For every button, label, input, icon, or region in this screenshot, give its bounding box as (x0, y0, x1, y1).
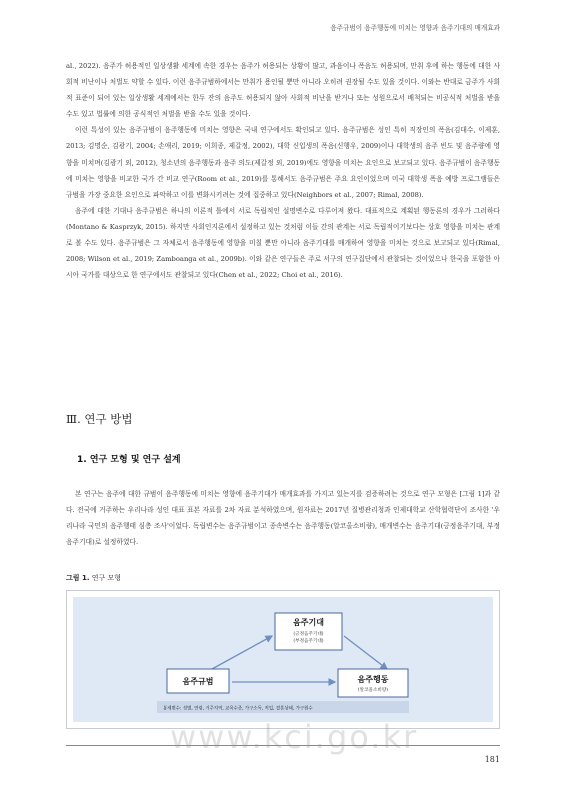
paragraph-3: 음주에 대한 기대나 음주규범은 하나의 이론적 틀에서 서로 독립적인 설명변수로 다루어져 왔다. 대표적으로 계획된 행동론의 경우가 그러하다(Montano & Kasprzyk, 2015). 하지만 사회인지론에서 설정하고 있는 것처럼 이들 간의 관계는 서로 독립적이기보다는 상호 영향을 미치는 관계로 볼 수도 있다. 음주규범은 그 자체로서 음주행동에 영향을 미칠 뿐만 아니라 음주기대를 매개하여 영향을 미치는 것으로 보고되고 있다(Rimal, 2008; Wilson et al., 2019; Zamboanga et al., 2009b). 이와 같은 연구들은 주로 서구의 연구집단에서 관찰되는 것이었으나 한국을 포함한 아시아 국가를 대상으로 한 연구에서도 관찰되고 있다(Chen et al., 2022; Choi et al., 2016). (66, 206, 500, 280)
page-number: 181 (484, 755, 500, 764)
research-model-diagram (67, 591, 499, 728)
mediator-sub2: (부정음주기대) (293, 639, 324, 644)
footer-rule (66, 745, 500, 746)
paragraph-1: al., 2022). 음주가 허용적인 일상생활 세계에 속한 경우는 음주가 허용되는 상황이 많고, 과음이나 폭음도 허용되며, 만취 후에 하는 행동에 대한 사회적 비난이나 처벌도 약할 수 있다. 이런 음주규범하에서는 만취가 용인될 뿐만 아니라 오히려 권장될 수도 있을 것이다. 이와는 반대로 금주가 사회적 표준이 되어 있는 일상생활 세계에서는 한두 잔의 음주도 허용되지 않아 사회적 비난을 받거나 또는 성원으로서 배척되는 비공식적 처벌을 받을 수도 있고 법률에 의한 공식적인 처벌을 받을 수도 있을 것이다. (66, 62, 500, 119)
dependent-sub1: (알코올소비량) (357, 688, 389, 693)
mediator-sub1: (긍정음주기대) (293, 632, 324, 637)
figure-caption-label: 그림 1. (66, 574, 90, 582)
method-text (66, 486, 500, 550)
running-head: 음주규범이 음주행동에 미치는 영향과 음주기대의 매개효과 (330, 24, 500, 32)
controls-text: 통제변수: 성별, 연령, 거주지역, 교육수준, 가구소득, 직업, 결혼상태, 가구원수 (163, 706, 313, 712)
method-paragraph: 본 연구는 음주에 대한 규범이 음주행동에 미치는 영향에 음주기대가 매개효과를 가지고 있는지를 검증하려는 것으로 연구 모형은 [그림 1]과 같다. 전국에 거주하는 우리나라 성인 대표 표본 자료를 2차 자료 분석하였으며, 원자료는 2017년 질병관리청과 인제대학교 산학협력단이 조사한 '우리나라 국민의 음주행태 심층 조사'이었다. 독립변수는 음주규범이고 종속변수는 음주행동(알코올소비량), 매개변수는 음주기대(긍정음주기대, 부정음주기대)로 설정하였다. (66, 490, 500, 547)
mediator-title: 음주기대 (293, 618, 324, 627)
independent-title: 음주규범 (182, 677, 214, 686)
figure-caption-text: 연구 모형 (91, 574, 122, 582)
watermark: www.kci.go.kr (170, 718, 419, 756)
body-text (66, 58, 500, 283)
dependent-title: 음주행동 (357, 675, 389, 684)
figure-frame (66, 590, 500, 729)
sub-heading: 1. 연구 모형 및 연구 설계 (77, 455, 181, 465)
figure-caption (66, 573, 121, 583)
paragraph-2: 이런 특성이 있는 음주규범이 음주행동에 미치는 영향은 국내 연구에서도 확인되고 있다. 음주규범은 성인 특히 직장인의 폭음(김대수, 이제훈, 2013; 김명순, 김광기, 2004; 손애리, 2019; 이희종, 제갈정, 2002), 대학 신입생의 폭음(신행우, 2009)이나 대학생의 음주 빈도 및 음주량에 영향을 미치며(김광기 외, 2012), 청소년의 음주행동과 음주 의도(제갈정 외, 2019)에도 영향을 미치는 요인으로 보고되고 있다. 음주규범이 음주행동에 미치는 영향을 비교한 국가 간 비교 연구(Room et al., 2019)를 통해서도 음주규범은 주요 요인이었으며 미국 대학생 폭음 예방 프로그램들은 규범을 가장 중요한 요인으로 파악하고 이를 변화시키려는 것에 집중하고 있다(Neighbors et al., 2007; Rimal, 2008). (66, 126, 500, 199)
section-heading: Ⅲ. 연구 방법 (66, 412, 133, 426)
